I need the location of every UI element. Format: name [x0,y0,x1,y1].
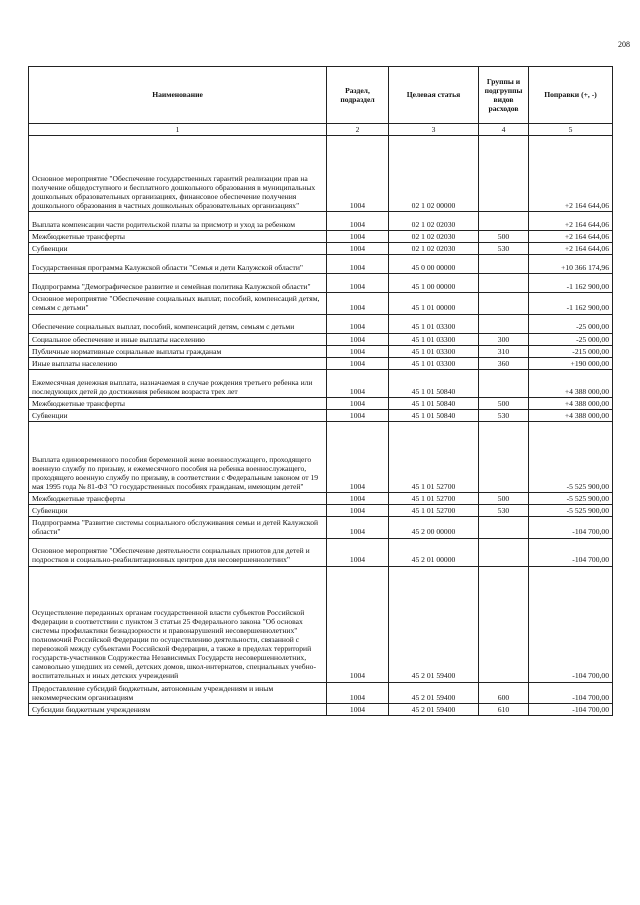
row-article: 45 1 01 03300 [389,345,479,357]
row-section: 1004 [327,333,389,345]
row-name: Основное мероприятие "Обеспечение государственных гарантий реализации прав на получение общедоступного и бесплатного дошкольного образования в муниципальных дошкольных образовательных организациях, финансовое обеспечение получения дошкольного образования в частных дошкольных образовательных организациях" [29,136,327,212]
row-group [479,274,529,293]
row-amount: -5 525 900,00 [529,505,613,517]
column-number: 4 [479,124,529,136]
row-name: Подпрограмма "Развитие системы социального обслуживания семьи и детей Калужской области" [29,517,327,538]
row-group [479,517,529,538]
row-section: 1004 [327,422,389,493]
row-name: Субсидии бюджетным учреждениям [29,703,327,715]
row-group [479,538,529,566]
row-name: Публичные нормативные социальные выплаты гражданам [29,345,327,357]
row-group: 360 [479,357,529,369]
row-article: 02 1 02 02030 [389,231,479,243]
row-name: Межбюджетные трансферты [29,397,327,409]
row-group: 500 [479,231,529,243]
row-article: 45 1 01 52700 [389,422,479,493]
column-number-row [29,124,613,136]
table-row [29,409,613,421]
row-section: 1004 [327,357,389,369]
row-article: 45 1 01 50840 [389,409,479,421]
row-section: 1004 [327,505,389,517]
row-amount: +10 366 174,96 [529,255,613,274]
row-amount: -104 700,00 [529,538,613,566]
column-number: 3 [389,124,479,136]
row-name: Межбюджетные трансферты [29,231,327,243]
row-amount: -5 525 900,00 [529,422,613,493]
table-row [29,255,613,274]
row-amount: -25 000,00 [529,314,613,333]
row-name: Подпрограмма "Демографическое развитие и семейная политика Калужской области" [29,274,327,293]
row-section: 1004 [327,397,389,409]
row-article: 45 1 01 03300 [389,314,479,333]
row-article: 45 2 01 59400 [389,703,479,715]
row-section: 1004 [327,409,389,421]
header-name: Наименование [29,67,327,124]
column-number: 2 [327,124,389,136]
row-article: 45 1 01 52700 [389,505,479,517]
row-section: 1004 [327,538,389,566]
row-amount: -215 000,00 [529,345,613,357]
row-group [479,422,529,493]
row-section: 1004 [327,231,389,243]
row-name: Выплата единовременного пособия беременной жене военнослужащего, проходящего военную службу по призыву, и ежемесячного пособия на ребенка военнослужащего, проходящего военную службу по призыву, в соответствии с Федеральным законом от 19 мая 1995 года № 81-ФЗ "О государственных пособиях гражданам, имеющим детей" [29,422,327,493]
row-amount: -104 700,00 [529,517,613,538]
table-row [29,274,613,293]
row-amount: -25 000,00 [529,333,613,345]
table-row [29,422,613,493]
row-article: 45 1 01 50840 [389,369,479,397]
table-row [29,212,613,231]
header-article: Целевая статья [389,67,479,124]
row-section: 1004 [327,136,389,212]
row-amount: +4 388 000,00 [529,397,613,409]
row-group: 300 [479,333,529,345]
row-group: 600 [479,682,529,703]
table-body [29,136,613,716]
table-row [29,345,613,357]
row-name: Субвенции [29,505,327,517]
header-section: Раздел, подраздел [327,67,389,124]
column-number: 5 [529,124,613,136]
table-row [29,517,613,538]
table-row [29,293,613,314]
row-amount: +2 164 644,06 [529,136,613,212]
row-name: Основное мероприятие "Обеспечение деятельности социальных приютов для детей и подростков и социально-реабилитационных центров для несовершеннолетних" [29,538,327,566]
row-section: 1004 [327,212,389,231]
row-group [479,566,529,682]
header-groups: Группы и подгруппы видов расходов [479,67,529,124]
row-name: Субвенции [29,409,327,421]
row-article: 45 1 00 00000 [389,274,479,293]
table-row [29,369,613,397]
row-amount: +4 388 000,00 [529,369,613,397]
table-row [29,397,613,409]
row-group: 500 [479,493,529,505]
row-group [479,369,529,397]
row-amount: +2 164 644,06 [529,243,613,255]
row-article: 45 1 01 03300 [389,357,479,369]
row-amount: +190 000,00 [529,357,613,369]
row-article: 45 1 01 03300 [389,333,479,345]
row-group: 530 [479,243,529,255]
row-article: 02 1 02 02030 [389,212,479,231]
row-article: 45 2 01 59400 [389,682,479,703]
row-section: 1004 [327,345,389,357]
row-section: 1004 [327,566,389,682]
row-article: 45 2 01 00000 [389,538,479,566]
row-section: 1004 [327,703,389,715]
row-name: Иные выплаты населению [29,357,327,369]
table-row [29,243,613,255]
budget-amendments-table [28,66,613,716]
row-group [479,314,529,333]
table-row [29,538,613,566]
row-article: 45 0 00 00000 [389,255,479,274]
table-row [29,566,613,682]
row-article: 45 1 01 52700 [389,493,479,505]
table-row [29,493,613,505]
row-article: 45 1 01 00000 [389,293,479,314]
row-amount: -1 162 900,00 [529,274,613,293]
row-name: Межбюджетные трансферты [29,493,327,505]
row-section: 1004 [327,517,389,538]
row-name: Ежемесячная денежная выплата, назначаемая в случае рождения третьего ребенка или последующих детей до достижения ребенком возраста трех лет [29,369,327,397]
row-amount: -104 700,00 [529,682,613,703]
row-amount: -5 525 900,00 [529,493,613,505]
row-amount: -1 162 900,00 [529,293,613,314]
row-section: 1004 [327,682,389,703]
column-number: 1 [29,124,327,136]
row-name: Обеспечение социальных выплат, пособий, компенсаций детям, семьям с детьми [29,314,327,333]
row-section: 1004 [327,274,389,293]
table-header-row [29,67,613,124]
table-row [29,703,613,715]
row-name: Субвенции [29,243,327,255]
row-amount: +2 164 644,06 [529,212,613,231]
row-section: 1004 [327,293,389,314]
row-section: 1004 [327,314,389,333]
row-section: 1004 [327,243,389,255]
row-article: 45 2 01 59400 [389,566,479,682]
table-row [29,357,613,369]
row-group: 500 [479,397,529,409]
row-amount: -104 700,00 [529,566,613,682]
table-row [29,314,613,333]
row-article: 02 1 02 00000 [389,136,479,212]
row-amount: +4 388 000,00 [529,409,613,421]
row-group: 530 [479,409,529,421]
table-row [29,136,613,212]
header-amendments: Поправки (+, -) [529,67,613,124]
table-row [29,333,613,345]
row-article: 45 2 00 00000 [389,517,479,538]
row-name: Осуществление переданных органам государственной власти субъектов Российской Федерации в соответствии с пунктом 3 статьи 25 Федерального закона "Об основах системы профилактики безнадзорности и правонарушений несовершеннолетних" полномочий Российской Федерации по осуществлению деятельности, связанной с перевозкой между субъектами Российской Федерации, а также в пределах территорий государств-участников Содружества Независимых Государств несовершеннолетних, самовольно ушедших из семей, детских домов, школ-интернатов, специальных учебно-воспитательных и иных детских учреждений [29,566,327,682]
row-group [479,136,529,212]
table-row [29,231,613,243]
row-group: 530 [479,505,529,517]
row-section: 1004 [327,255,389,274]
table-row [29,682,613,703]
row-amount: +2 164 644,06 [529,231,613,243]
row-article: 02 1 02 02030 [389,243,479,255]
row-group: 610 [479,703,529,715]
row-amount: -104 700,00 [529,703,613,715]
row-group [479,293,529,314]
row-group [479,255,529,274]
table-row [29,505,613,517]
row-group [479,212,529,231]
row-article: 45 1 01 50840 [389,397,479,409]
row-name: Выплата компенсации части родительской платы за присмотр и уход за ребенком [29,212,327,231]
row-group: 310 [479,345,529,357]
row-name: Предоставление субсидий бюджетным, автономным учреждениям и иным некоммерческим организациям [29,682,327,703]
row-section: 1004 [327,493,389,505]
page-number: 208 [618,40,630,49]
row-name: Социальное обеспечение и иные выплаты населению [29,333,327,345]
row-name: Государственная программа Калужской области "Семья и дети Калужской области" [29,255,327,274]
row-name: Основное мероприятие "Обеспечение социальных выплат, пособий, компенсаций детям, семьям с детьми" [29,293,327,314]
row-section: 1004 [327,369,389,397]
